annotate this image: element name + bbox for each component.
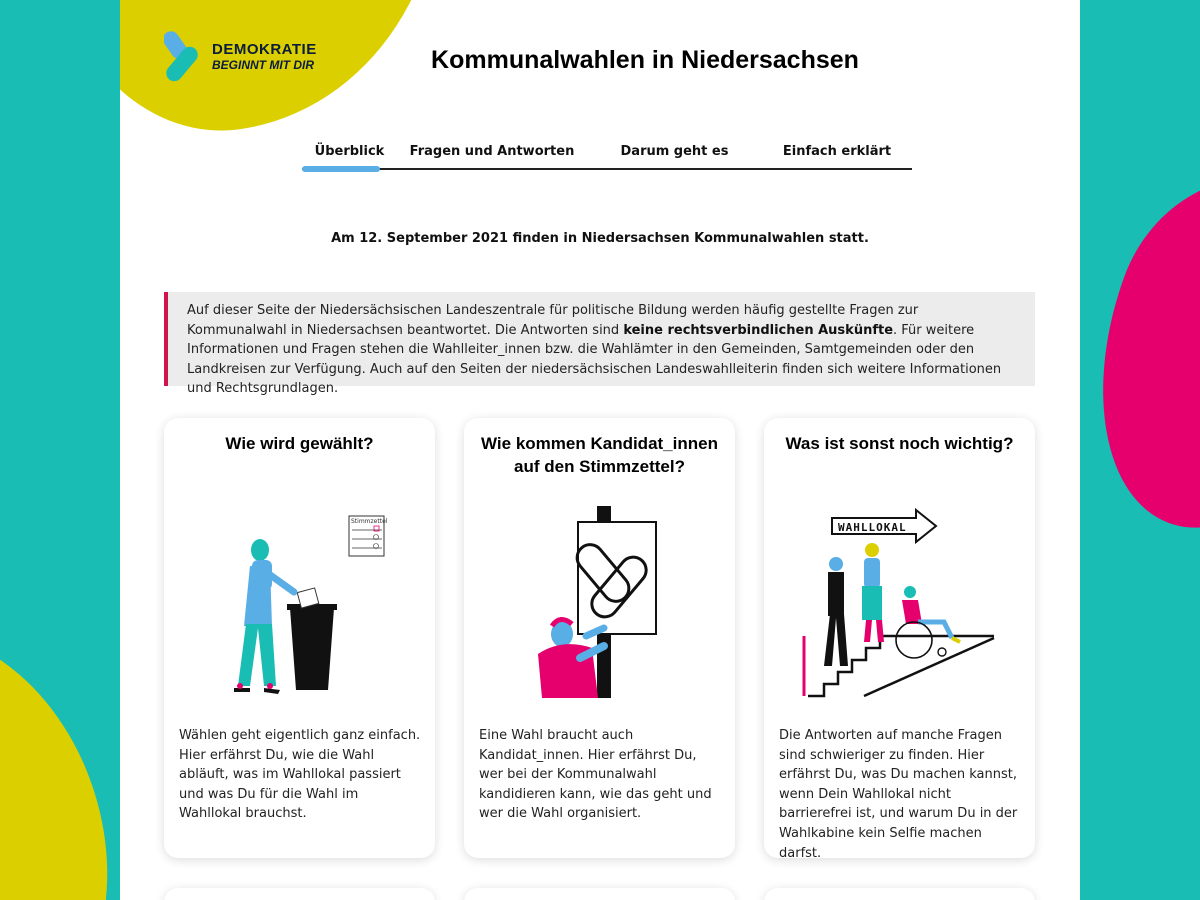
sign-label: WAHLLOKAL	[838, 521, 907, 534]
polling-station-illustration	[794, 506, 1004, 706]
card-partial[interactable]	[164, 888, 435, 900]
notice-text-part2: . Für weitere Informationen und Fragen stehen die Wahlleiter_innen bzw. die Wahlämter in den Gemeinden, Samtgemeinden oder den Landkreisen zur Verfügung. Auch auf den Seiten der niedersächsischen Landeswahlleiterin finden sich weitere Informationen und Rechtsgrundlagen.	[187, 322, 1002, 396]
tab-label: Darum geht es	[620, 144, 729, 159]
tab-fragen-und-antworten[interactable]	[397, 140, 587, 168]
ballot-label: Stimmzettel	[351, 518, 388, 525]
voting-woman-illustration	[194, 506, 404, 706]
tab-einfach-erklaert[interactable]	[762, 140, 912, 168]
card-title: Was ist sonst noch wichtig?	[785, 434, 1014, 453]
page-title: Kommunalwahlen in Niedersachsen	[431, 46, 859, 74]
notice-box	[164, 292, 1035, 396]
card-title: Wie kommen Kandidat_innen auf den Stimmzettel?	[481, 434, 718, 476]
card-wie-wird-gewaehlt[interactable]	[164, 418, 435, 858]
card-description: Eine Wahl braucht auch Kandidat_innen. Hier erfährst Du, wer bei der Kommunalwahl kandidieren kann, wie das geht und wer die Wahl organisiert.	[479, 728, 712, 822]
card-sonst-noch-wichtig[interactable]	[764, 418, 1035, 861]
election-poster-illustration	[494, 506, 704, 706]
card-description: Wählen geht eigentlich ganz einfach. Hier erfährst Du, wie die Wahl abläuft, was im Wahllokal passiert und was Du für die Wahl im Wahllokal brauchst.	[179, 728, 421, 822]
tab-active-indicator	[302, 166, 380, 172]
tab-darum-geht-es[interactable]	[587, 140, 762, 168]
card-kandidat-innen[interactable]	[464, 418, 735, 858]
card-title: Wie wird gewählt?	[225, 434, 374, 453]
notice-text-bold: keine rechtsverbindlichen Auskünfte	[623, 322, 894, 338]
card-partial[interactable]	[764, 888, 1035, 900]
card-description: Die Antworten auf manche Fragen sind schwieriger zu finden. Hier erfährst Du, was Du machen kannst, wenn Dein Wahllokal nicht barrierefrei ist, und warum Du in der Wahlkabine kein Selfie machen darfst.	[779, 728, 1018, 861]
tab-label: Einfach erklärt	[782, 144, 892, 159]
tab-bar	[302, 140, 912, 170]
tab-label: Fragen und Antworten	[409, 144, 575, 159]
intro-text: Am 12. September 2021 finden in Niedersachsen Kommunalwahlen statt.	[331, 231, 869, 246]
logo-line2: BEGINNT MIT DIR	[212, 57, 314, 72]
logo-line1: DEMOKRATIE	[212, 40, 317, 58]
tab-ueberblick[interactable]	[302, 140, 397, 168]
card-partial[interactable]	[464, 888, 735, 900]
notice-text-part1: Auf dieser Seite der Niedersächsischen Landeszentrale für politische Bildung werden häufig gestellte Fragen zur Kommunalwahl in Niedersachsen beantwortet. Die Antworten sind	[187, 303, 919, 338]
main-content	[120, 0, 1080, 900]
tab-label: Überblick	[314, 144, 385, 159]
